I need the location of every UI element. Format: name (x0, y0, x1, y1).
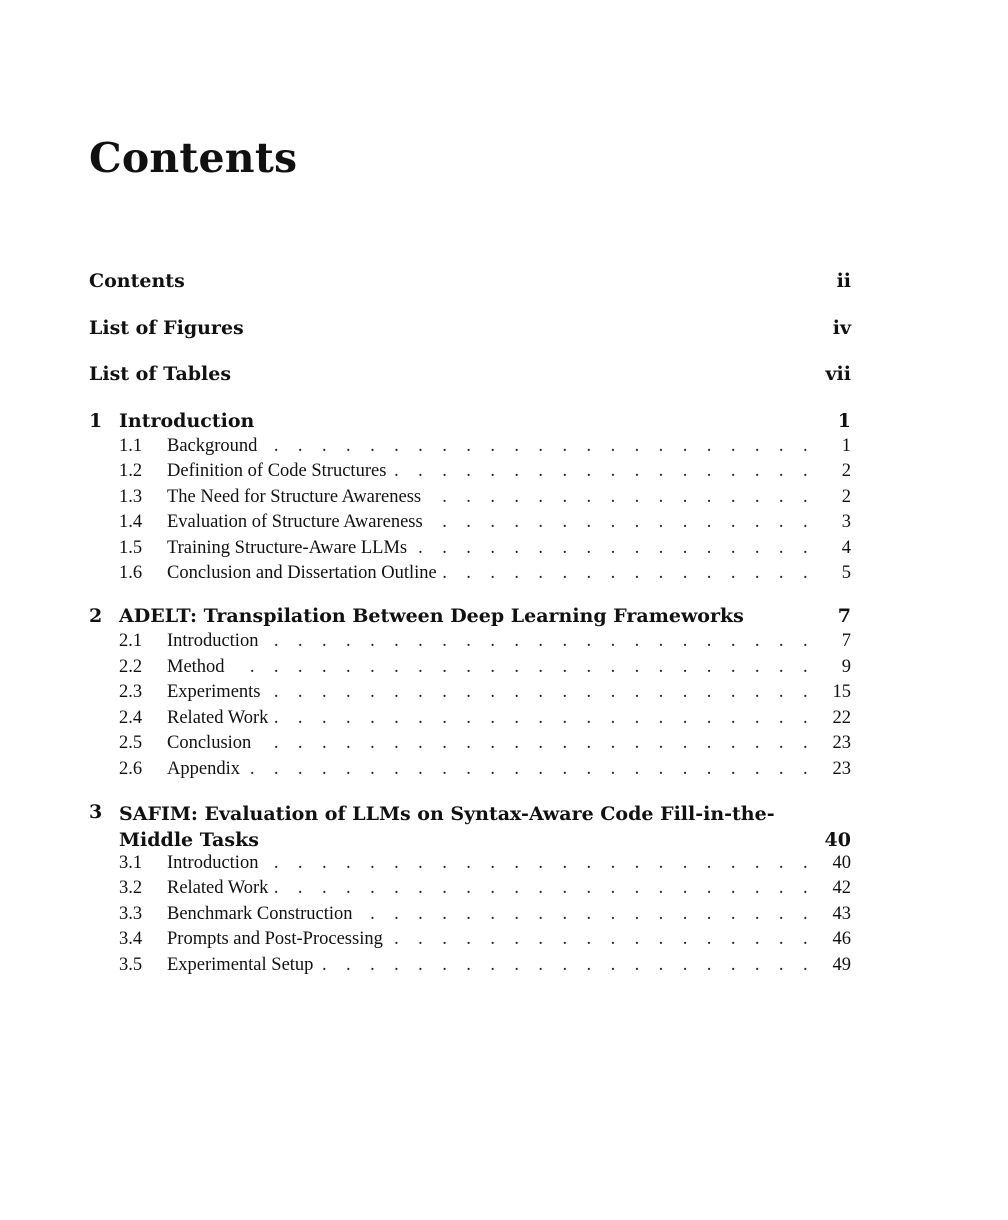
section-page: 23 (832, 759, 851, 780)
chapter-number: 3 (89, 800, 103, 823)
toc-front-page: vii (825, 363, 851, 385)
section-title: Conclusion and Dissertation Outline (167, 563, 437, 584)
section-title: Conclusion (167, 733, 252, 754)
section-number: 1.1 (119, 435, 143, 456)
section-page: 49 (832, 955, 851, 975)
toc-front-entry[interactable] (89, 270, 851, 300)
toc-front-title: List of Figures (89, 316, 244, 339)
section-title: Definition of Code Structures (167, 461, 387, 482)
toc-section-entry[interactable] (89, 487, 851, 513)
section-title: The Need for Structure Awareness (167, 486, 422, 507)
section-number: 2.1 (119, 631, 143, 652)
dot-leader (267, 682, 851, 703)
chapter-title-line-2: Middle Tasks (119, 828, 259, 851)
dot-leader (319, 955, 851, 976)
section-page: 5 (841, 563, 851, 584)
toc-front-page: iv (832, 316, 851, 339)
chapter-number: 2 (89, 605, 103, 628)
section-page: 42 (832, 878, 851, 899)
section-page: 7 (841, 631, 851, 652)
dot-leader (257, 733, 851, 754)
section-title: Training Structure-Aware LLMs (167, 537, 408, 558)
toc-section-entry[interactable] (89, 929, 851, 955)
table-of-contents (89, 270, 851, 997)
section-number: 2.5 (119, 733, 143, 754)
section-number: 2.3 (119, 682, 143, 703)
section-number: 1.5 (119, 537, 143, 558)
toc-section-entry[interactable] (89, 563, 851, 589)
section-number: 3.1 (119, 852, 143, 873)
dot-leader (231, 657, 851, 678)
section-number: 3.3 (119, 903, 143, 924)
section-page: 15 (832, 682, 851, 703)
section-number: 1.2 (119, 461, 143, 482)
chapter-page: 7 (837, 605, 851, 628)
chapter-title (119, 801, 821, 853)
section-title: Experimental Setup (167, 955, 314, 975)
section-title: Introduction (167, 852, 259, 873)
toc-chapter-heading[interactable] (89, 410, 851, 436)
chapter-title-line-1: SAFIM: Evaluation of LLMs on Syntax-Aware Code Fill-in-the- (119, 802, 775, 825)
toc-section-entry[interactable] (89, 904, 851, 930)
section-page: 9 (841, 656, 851, 677)
toc-section-entry[interactable] (89, 955, 851, 981)
toc-chapter-heading[interactable] (89, 801, 851, 853)
toc-front-entry[interactable] (89, 317, 851, 347)
toc-section-entry[interactable] (89, 512, 851, 538)
section-number: 3.2 (119, 878, 143, 899)
dot-leader (427, 487, 851, 508)
dot-leader (429, 512, 851, 533)
dot-leader (263, 436, 851, 457)
chapter-title: ADELT: Transpilation Between Deep Learning Frameworks (119, 605, 744, 628)
dot-leader (392, 461, 851, 482)
chapter-page: 40 (824, 828, 851, 851)
section-title: Experiments (167, 682, 261, 703)
section-title: Background (167, 435, 258, 456)
section-number: 1.6 (119, 563, 143, 584)
toc-section-entry[interactable] (89, 759, 851, 785)
toc-chapter (89, 410, 851, 590)
section-page: 3 (841, 512, 851, 533)
page-title: Contents (89, 134, 298, 182)
dot-leader (264, 853, 851, 874)
toc-section-entry[interactable] (89, 853, 851, 879)
section-page: 22 (832, 707, 851, 728)
toc-chapter (89, 801, 851, 981)
toc-front-title: List of Tables (89, 363, 232, 385)
section-title: Related Work (167, 878, 269, 899)
section-number: 3.5 (119, 955, 143, 975)
dot-leader (274, 708, 851, 729)
toc-front-title: Contents (89, 270, 185, 292)
dot-leader (413, 538, 851, 559)
toc-section-entry[interactable] (89, 436, 851, 462)
toc-section-entry[interactable] (89, 878, 851, 904)
dot-leader (246, 759, 851, 780)
section-title: Introduction (167, 631, 259, 652)
section-number: 3.4 (119, 929, 143, 950)
section-number: 1.3 (119, 486, 143, 507)
section-page: 2 (841, 461, 851, 482)
dot-leader (443, 563, 851, 584)
section-page: 40 (832, 852, 851, 873)
section-number: 2.6 (119, 759, 143, 780)
section-title: Benchmark Construction (167, 903, 353, 924)
chapter-number: 1 (89, 409, 103, 432)
section-title: Prompts and Post-Processing (167, 929, 383, 950)
dot-leader (264, 631, 851, 652)
toc-section-entry[interactable] (89, 657, 851, 683)
section-page: 1 (841, 435, 851, 456)
toc-section-entry[interactable] (89, 461, 851, 487)
toc-section-entry[interactable] (89, 631, 851, 657)
toc-front-entry[interactable] (89, 363, 851, 393)
toc-chapter (89, 605, 851, 785)
section-page: 4 (841, 537, 851, 558)
section-number: 2.4 (119, 707, 143, 728)
section-page: 43 (832, 903, 851, 924)
section-number: 1.4 (119, 512, 143, 533)
section-page: 46 (832, 929, 851, 950)
dot-leader (389, 929, 851, 950)
section-title: Evaluation of Structure Awareness (167, 512, 423, 533)
toc-section-entry[interactable] (89, 538, 851, 564)
section-page: 23 (832, 733, 851, 754)
chapter-title: Introduction (119, 409, 255, 432)
section-title: Related Work (167, 707, 269, 728)
toc-section-entry[interactable] (89, 682, 851, 708)
toc-front-page: ii (836, 270, 851, 292)
section-title: Method (167, 656, 225, 677)
section-number: 2.2 (119, 656, 143, 677)
toc-section-entry[interactable] (89, 733, 851, 759)
toc-chapter-heading[interactable] (89, 605, 851, 631)
section-title: Appendix (167, 759, 240, 780)
dot-leader (358, 904, 851, 925)
chapter-page: 1 (837, 409, 851, 432)
toc-section-entry[interactable] (89, 708, 851, 734)
section-page: 2 (841, 486, 851, 507)
dot-leader (274, 878, 851, 899)
